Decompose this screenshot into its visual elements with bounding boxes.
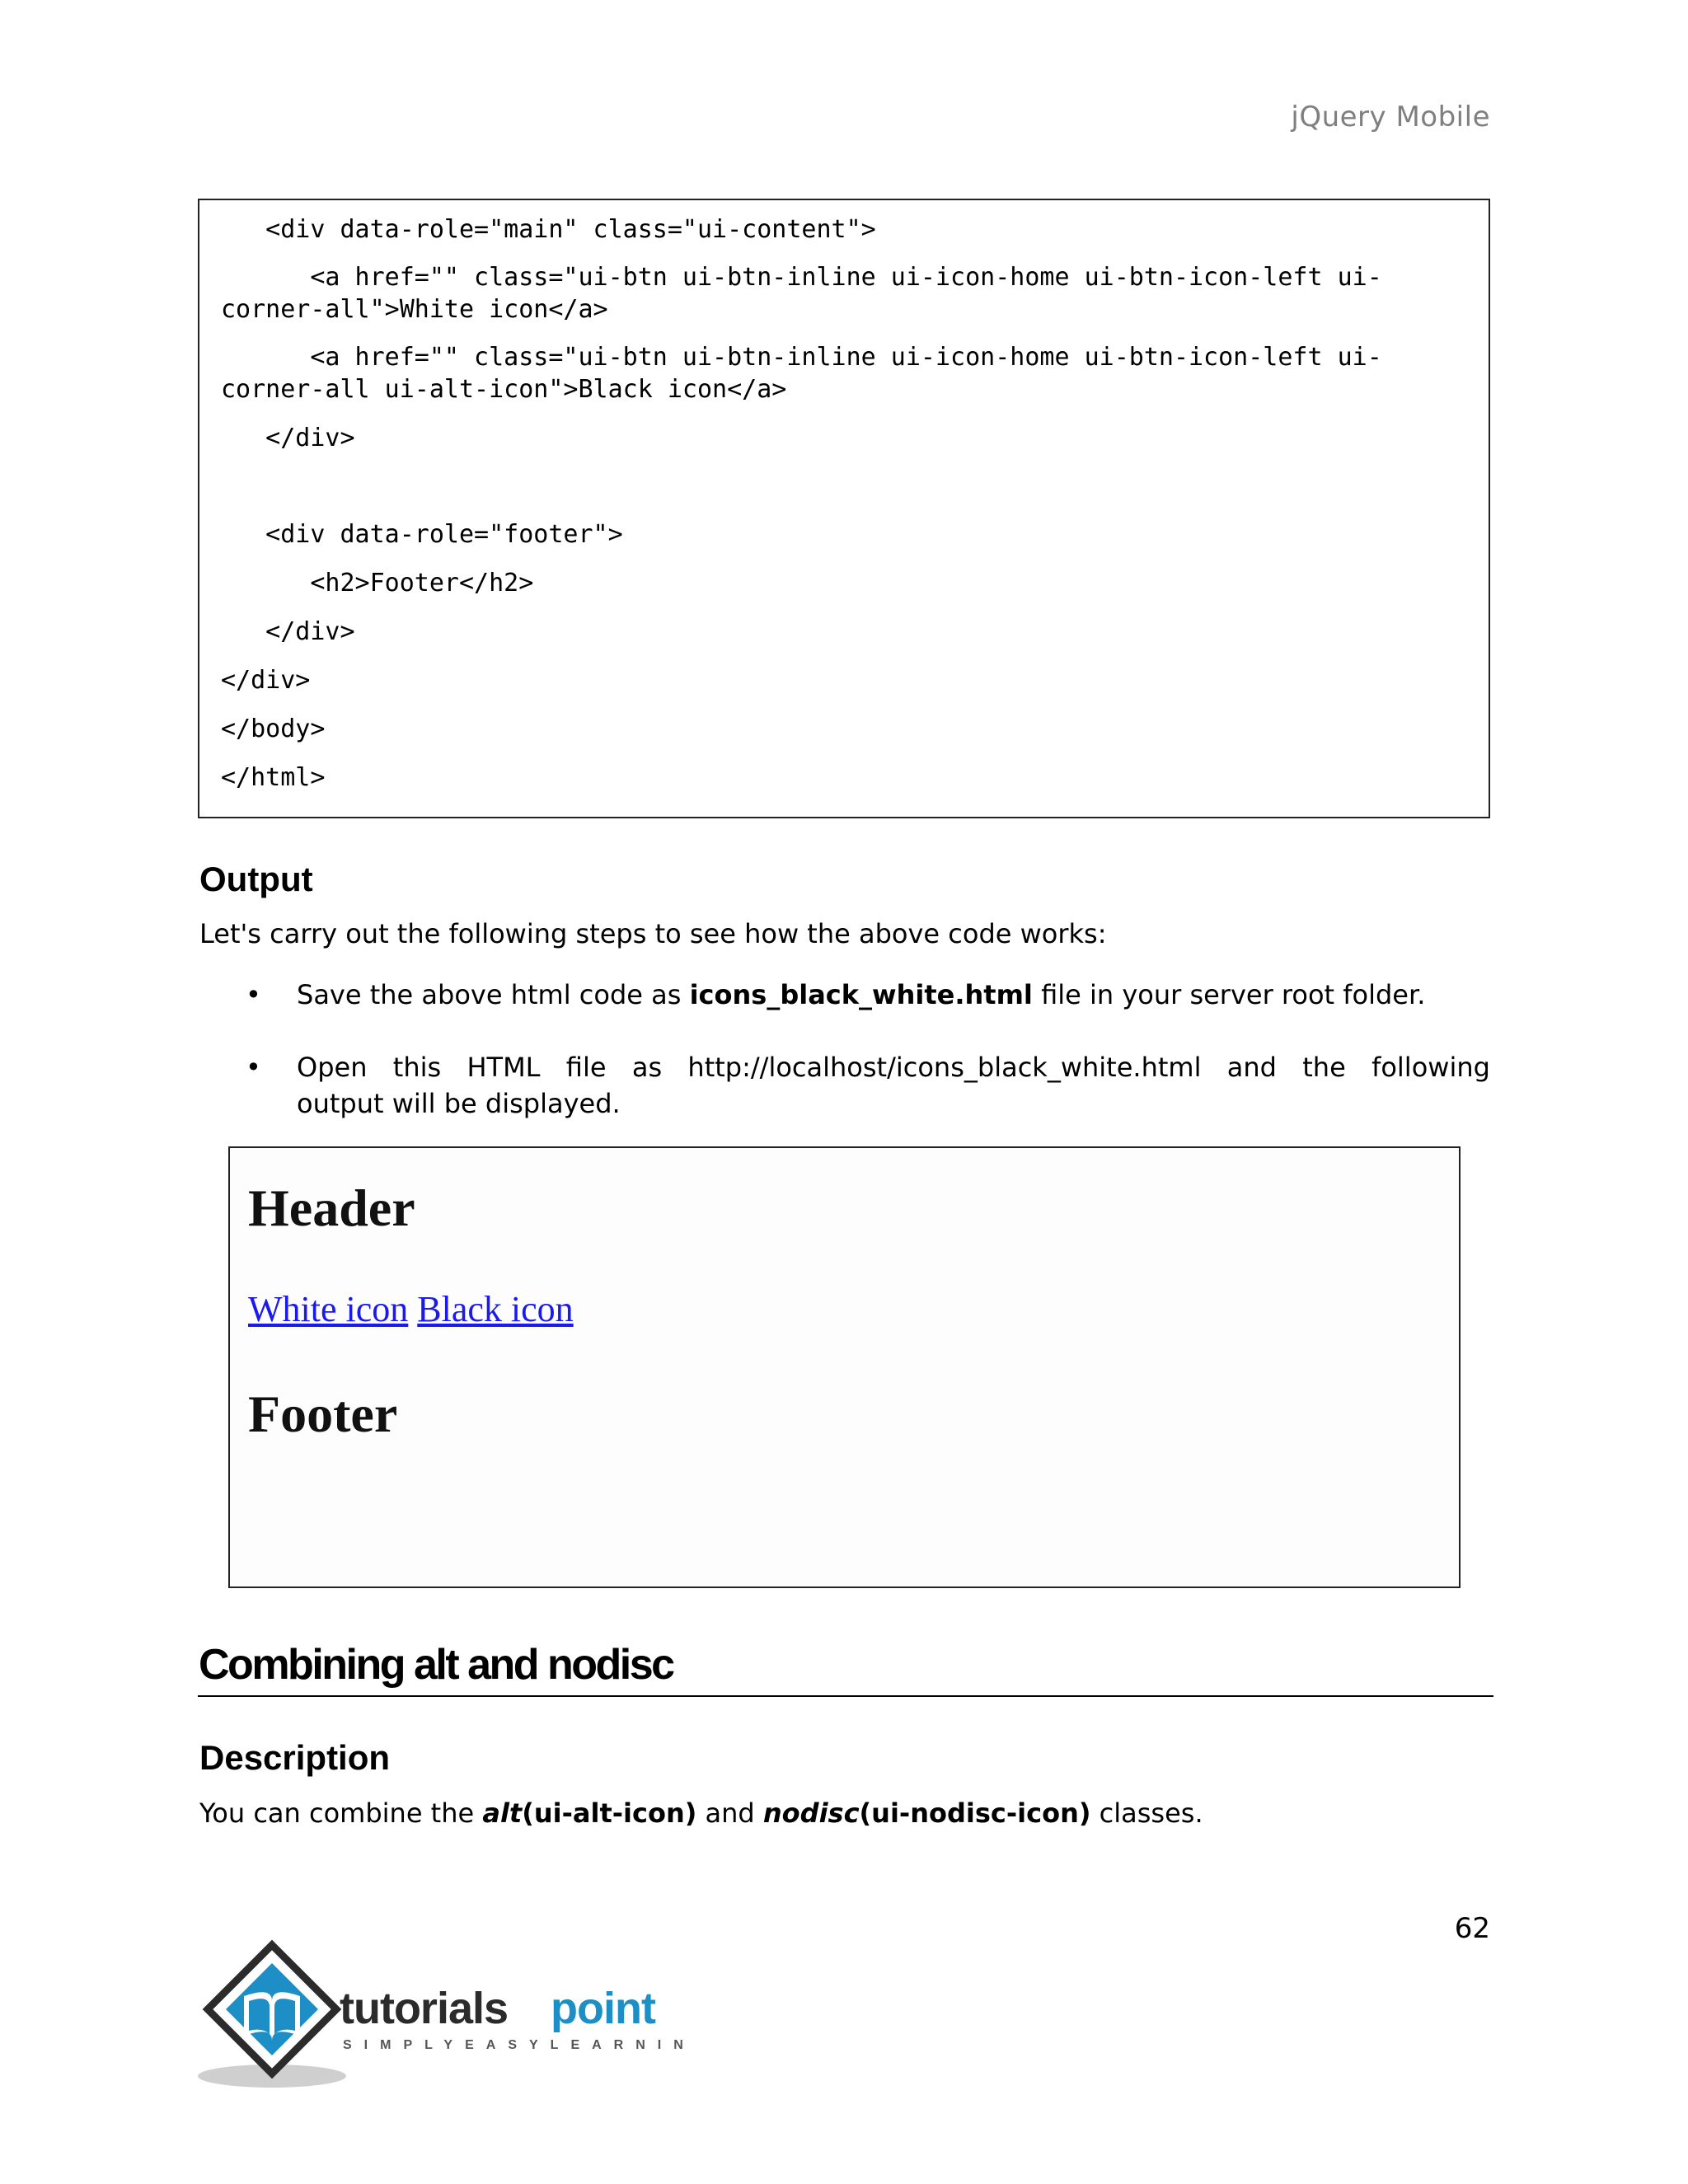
preview-header: Header	[248, 1179, 415, 1237]
white-icon-link[interactable]: White icon	[248, 1289, 409, 1329]
localhost-url: http://localhost/icons_black_white.html	[687, 1052, 1202, 1083]
description-heading: Description	[199, 1738, 391, 1777]
page-number: 62	[1454, 1912, 1490, 1945]
code-block	[198, 199, 1490, 818]
code-line: </body>	[221, 715, 326, 743]
bullet-line-justified	[297, 1049, 1490, 1085]
logo-mark-icon	[196, 1938, 691, 2095]
section-heading: Combining alt and nodisc	[199, 1641, 673, 1689]
text: and	[696, 1797, 763, 1829]
bullet-text: Save the above html code as	[297, 979, 690, 1010]
word: and	[1226, 1052, 1277, 1083]
svg-text:point: point	[551, 1984, 655, 2033]
word: following	[1372, 1052, 1490, 1083]
section-divider	[198, 1695, 1493, 1697]
preview-footer: Footer	[248, 1385, 398, 1443]
bullet-open-file	[297, 1049, 1490, 1122]
word: HTML	[467, 1052, 541, 1083]
tutorialspoint-logo	[196, 1938, 691, 2095]
word: file	[565, 1052, 607, 1083]
bullet-icon: •	[246, 979, 261, 1010]
bullet-icon: •	[246, 1052, 261, 1083]
word: this	[392, 1052, 442, 1083]
preview-links	[248, 1288, 574, 1330]
logo-wordmark	[340, 1984, 691, 2052]
black-icon-link[interactable]: Black icon	[417, 1289, 574, 1329]
code-line: </div>	[221, 424, 355, 452]
intro-paragraph: Let's carry out the following steps to see how the above code works:	[199, 918, 1107, 949]
alt-class: (ui-alt-icon)	[522, 1797, 697, 1829]
code-line: </div>	[221, 666, 311, 695]
output-heading: Output	[199, 860, 313, 898]
alt-term: alt	[482, 1797, 523, 1829]
code-line: </html>	[221, 763, 326, 792]
text: classes.	[1090, 1797, 1203, 1829]
code-line: <div data-role="main" class="ui-content">	[221, 215, 876, 244]
bullet-text: file in your server root folder.	[1032, 979, 1426, 1010]
code-line: <a href="" class="ui-btn ui-btn-inline ui-icon-home ui-btn-icon-left ui-	[221, 263, 1382, 292]
code-line: corner-all">White icon</a>	[221, 295, 608, 324]
code-line: <a href="" class="ui-btn ui-btn-inline ui-icon-home ui-btn-icon-left ui-	[221, 343, 1382, 372]
code-line: <div data-role="footer">	[221, 520, 623, 549]
word: the	[1302, 1052, 1346, 1083]
svg-text:SIMPLYEASYLEARNING: SIMPLYEASYLEARNING	[343, 2038, 691, 2052]
code-line: corner-all ui-alt-icon">Black icon</a>	[221, 375, 787, 404]
svg-text:tutorials: tutorials	[340, 1984, 509, 2033]
output-screenshot	[228, 1146, 1461, 1588]
word: as	[631, 1052, 663, 1083]
running-header: jQuery Mobile	[1291, 101, 1490, 134]
nodisc-class: (ui-nodisc-icon)	[859, 1797, 1091, 1829]
word: Open	[297, 1052, 368, 1083]
text: You can combine the	[199, 1797, 483, 1829]
description-paragraph	[199, 1795, 1203, 1831]
bullet-save-file	[297, 977, 1425, 1013]
code-line: <h2>Footer</h2>	[221, 569, 534, 598]
nodisc-term: nodisc	[762, 1797, 860, 1829]
filename-bold: icons_black_white.html	[689, 979, 1033, 1010]
bullet-line: output will be displayed.	[297, 1088, 621, 1119]
code-line: </div>	[221, 617, 355, 646]
